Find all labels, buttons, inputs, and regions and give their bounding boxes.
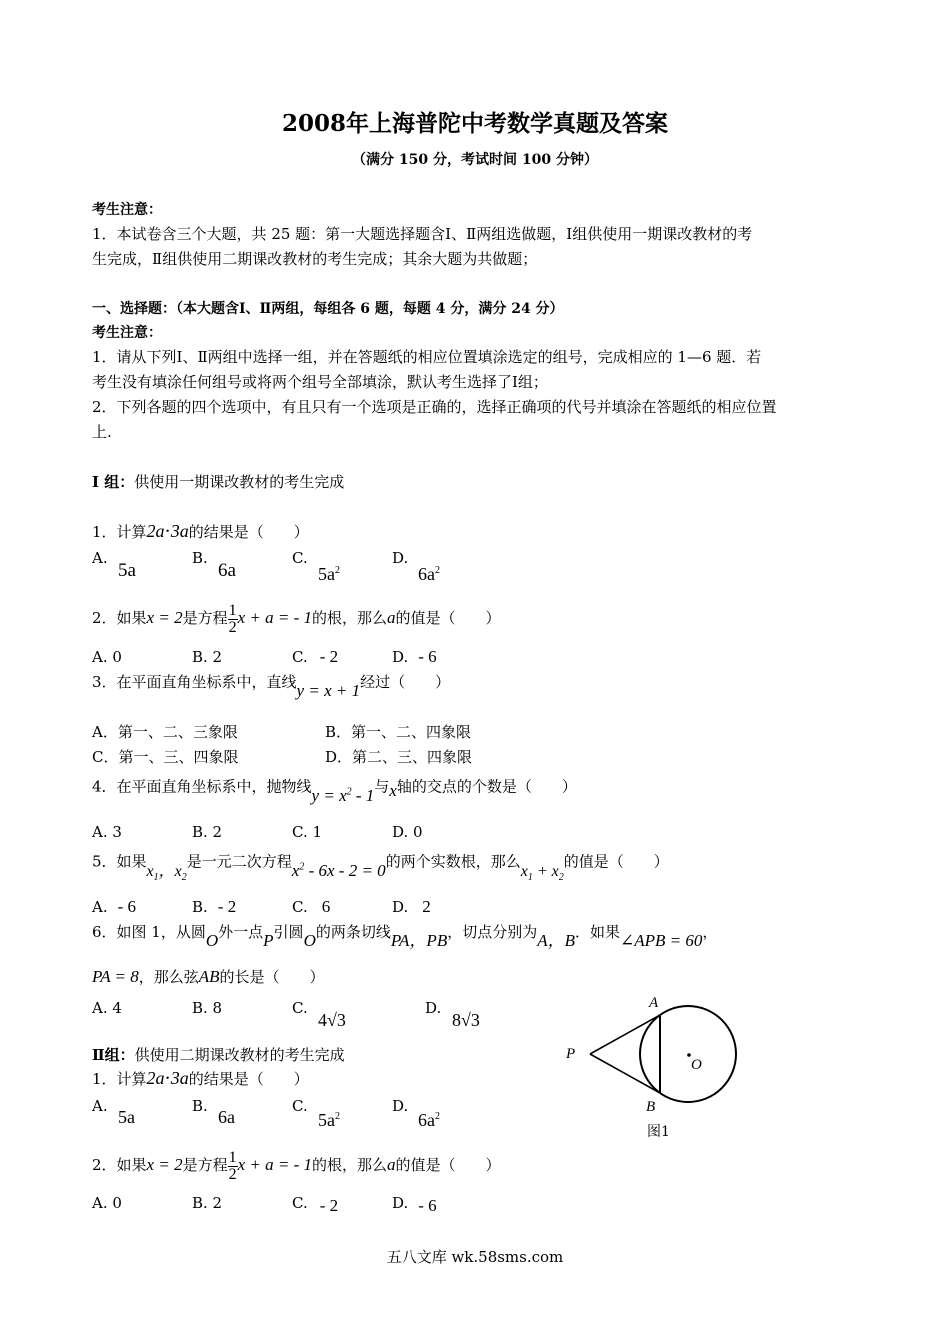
option-b: B. 8 bbox=[192, 999, 223, 1017]
figure-caption: 图1 bbox=[647, 1124, 670, 1140]
q-math: x bbox=[389, 780, 397, 800]
q-math: PA = 8 bbox=[92, 967, 139, 986]
notice-line: 2．下列各题的四个选项中，有且只有一个选项是正确的，选择正确项的代号并填涂在答题纸的相应位置 bbox=[92, 398, 777, 416]
q-text: 1．计算 bbox=[92, 523, 147, 541]
q-math: a bbox=[387, 1155, 396, 1174]
label-b: B bbox=[646, 1099, 656, 1115]
q-text: 是方程 bbox=[182, 1156, 228, 1174]
option-c: C. - 2 bbox=[292, 1194, 339, 1215]
q-math: 2a⋅3a bbox=[146, 1068, 189, 1088]
option-c-value: $5a^2$ bbox=[318, 1110, 340, 1130]
q-math: a bbox=[387, 608, 396, 627]
q-math: P bbox=[263, 931, 274, 950]
fraction: $\frac{1}{2}$ bbox=[228, 1148, 237, 1183]
tangent-pb bbox=[590, 1054, 660, 1093]
option-b: B．第一、二、四象限 bbox=[325, 723, 472, 741]
option-d-value: $6a^2$ bbox=[418, 564, 440, 584]
q-text: 外一点 bbox=[218, 923, 264, 941]
q-text: 1．计算 bbox=[92, 1070, 147, 1088]
q-math: O bbox=[205, 931, 219, 950]
q-text: 2．如果 bbox=[92, 609, 147, 627]
option-a: A. 0 bbox=[92, 648, 122, 666]
option-b: B. 2 bbox=[192, 823, 223, 841]
option-d: D. - 6 bbox=[392, 1194, 437, 1215]
option-b: B. 2 bbox=[192, 648, 223, 666]
option-c: C. bbox=[292, 549, 308, 567]
q-text: 的值是（ ） bbox=[395, 1156, 501, 1174]
q-math: $x^2 - 6x - 2 = 0$ bbox=[291, 860, 386, 880]
option-a: A. 3 bbox=[92, 823, 122, 841]
option-a-value: 5a bbox=[118, 560, 136, 581]
q-text: 是一元二次方程 bbox=[186, 852, 292, 871]
q-text: 2．如果 bbox=[92, 1156, 147, 1174]
q-math: A，B bbox=[537, 931, 576, 950]
option-a: A. 4 bbox=[92, 999, 122, 1017]
notice-line: 1．请从下列Ⅰ、Ⅱ两组中选择一组，并在答题纸的相应位置填涂选定的组号，完成相应的 1—6 题．若 bbox=[92, 348, 762, 366]
q-text: 的根，那么 bbox=[312, 1156, 388, 1174]
q-math: 2a⋅3a bbox=[146, 521, 189, 541]
notice-line: 1．本试卷含三个大题，共 25 题：第一大题选择题含Ⅰ、Ⅱ两组选做题，Ⅰ组供使用一期课改教材的考 bbox=[92, 225, 753, 243]
question-4 bbox=[92, 773, 577, 805]
question-1 bbox=[92, 521, 309, 542]
q-math: ∠APB = 60 bbox=[620, 931, 703, 950]
q-math: $x_1 + x_2$ bbox=[520, 862, 564, 883]
q-math: AB bbox=[198, 967, 220, 986]
option-d-value: $6a^2$ bbox=[418, 1110, 440, 1130]
option-d: D. 2 bbox=[392, 897, 431, 916]
option-b-value: 6a bbox=[218, 1107, 235, 1127]
footer-watermark: 五八文库 wk.58sms.com bbox=[386, 1248, 564, 1266]
q-text: 的值是（ ） bbox=[563, 852, 669, 871]
q-math: x + a = - 1 bbox=[237, 608, 312, 627]
q-math: x = 2 bbox=[146, 1155, 183, 1174]
option-b: B. bbox=[192, 1097, 208, 1115]
q-text: 的长是（ ） bbox=[219, 968, 325, 986]
notice-heading: 考生注意： bbox=[92, 325, 162, 341]
q-text: ， bbox=[702, 923, 718, 941]
question-2 bbox=[92, 598, 501, 638]
page-subtitle: （满分 150 分，考试时间 100 分钟） bbox=[352, 152, 598, 168]
q-text: 的根，那么 bbox=[312, 609, 388, 627]
q-text: 的结果是（ ） bbox=[188, 523, 309, 541]
question-3 bbox=[92, 672, 451, 700]
question-2 bbox=[92, 1145, 501, 1185]
q-text: 轴的交点的个数是（ ） bbox=[396, 777, 577, 796]
group-desc: 供使用一期课改教材的考生完成 bbox=[134, 473, 345, 491]
option-c-value: 4√3 bbox=[318, 1010, 346, 1030]
q-text: ，那么弦 bbox=[138, 968, 199, 986]
option-a: A. bbox=[92, 1097, 108, 1115]
option-b: B. 2 bbox=[192, 1194, 223, 1212]
option-a: A. 0 bbox=[92, 1194, 122, 1212]
option-a: A．第一、二、三象限 bbox=[92, 723, 238, 741]
q-text: 的两条切线 bbox=[315, 923, 391, 941]
option-a-value: 5a bbox=[118, 1107, 135, 1127]
q-text: 的值是（ ） bbox=[395, 609, 501, 627]
notice-heading: 考生注意： bbox=[92, 202, 162, 218]
label-a: A bbox=[649, 995, 659, 1011]
option-b-value: 6a bbox=[218, 560, 236, 581]
question-1 bbox=[92, 1068, 309, 1089]
group-label: Ⅱ组： bbox=[92, 1046, 135, 1064]
figure-1 bbox=[560, 992, 760, 1142]
q-text: 的结果是（ ） bbox=[188, 1070, 309, 1088]
option-b: B. - 2 bbox=[192, 897, 237, 916]
option-c: C. bbox=[292, 999, 308, 1017]
label-o: O bbox=[691, 1057, 702, 1073]
q-text: 的两个实数根，那么 bbox=[385, 852, 521, 871]
notice-line: 生完成，Ⅱ组供使用二期课改教材的考生完成；其余大题为共做题； bbox=[92, 250, 538, 268]
q-math: $x_1$，$x_2$ bbox=[146, 862, 187, 883]
q-text: 经过（ ） bbox=[360, 673, 451, 691]
option-a: A. bbox=[92, 549, 108, 567]
group2-heading bbox=[92, 1045, 345, 1065]
question-6-cont bbox=[92, 967, 325, 987]
question-6 bbox=[92, 922, 718, 950]
option-d-value: 8√3 bbox=[452, 1010, 480, 1030]
option-c: C. 1 bbox=[292, 823, 323, 841]
q-text: 6．如图 1，从圆 bbox=[92, 923, 206, 941]
option-b: B. bbox=[192, 549, 208, 567]
section-heading: 一、选择题：（本大题含Ⅰ、Ⅱ两组，每组各 6 题，每题 4 分，满分 24 分） bbox=[92, 301, 564, 317]
option-c: C. bbox=[292, 1097, 308, 1115]
option-d: D. 0 bbox=[392, 823, 423, 841]
notice-line: 上. bbox=[92, 423, 112, 441]
q-text: 与 bbox=[374, 777, 390, 796]
q-text: 5．如果 bbox=[92, 852, 147, 871]
option-c: C．第一、三、四象限 bbox=[92, 748, 239, 766]
q-math: $y = x^2 - 1$ bbox=[311, 785, 375, 805]
group-label: Ⅰ 组： bbox=[92, 473, 135, 491]
option-d: D. - 6 bbox=[392, 647, 437, 666]
option-d: D. bbox=[392, 549, 409, 567]
tangent-pa bbox=[590, 1015, 660, 1054]
option-d: D. bbox=[425, 999, 442, 1017]
option-c: C. - 2 bbox=[292, 647, 339, 666]
option-d: D. bbox=[392, 1097, 409, 1115]
q-text: ．如果 bbox=[575, 923, 621, 941]
q-text: 3．在平面直角坐标系中，直线 bbox=[92, 673, 297, 691]
q-text: ，切点分别为 bbox=[447, 923, 538, 941]
notice-line: 考生没有填涂任何组号或将两个组号全部填涂，默认考生选择了Ⅰ组； bbox=[92, 373, 548, 391]
q-math: x + a = - 1 bbox=[237, 1155, 312, 1174]
q-text: 引圆 bbox=[273, 923, 304, 941]
q-text: 4．在平面直角坐标系中，抛物线 bbox=[92, 777, 312, 796]
fraction: $\frac{1}{2}$ bbox=[228, 601, 237, 636]
q-math: y = x + 1 bbox=[296, 681, 361, 700]
option-c-value: $5a^2$ bbox=[318, 564, 340, 584]
label-p: P bbox=[566, 1046, 576, 1062]
question-5 bbox=[92, 848, 669, 883]
q-math: PA，PB bbox=[390, 931, 448, 950]
q-math: O bbox=[303, 931, 316, 950]
page-title: 2008年上海普陀中考数学真题及答案 bbox=[281, 110, 668, 137]
q-math: x = 2 bbox=[146, 608, 183, 627]
q-text: 是方程 bbox=[182, 609, 228, 627]
group-desc: 供使用二期课改教材的考生完成 bbox=[134, 1046, 345, 1064]
option-c: C. 6 bbox=[292, 897, 331, 916]
option-a: A. - 6 bbox=[92, 897, 137, 916]
group1-heading bbox=[92, 472, 344, 492]
option-d: D．第二、三、四象限 bbox=[325, 748, 473, 766]
